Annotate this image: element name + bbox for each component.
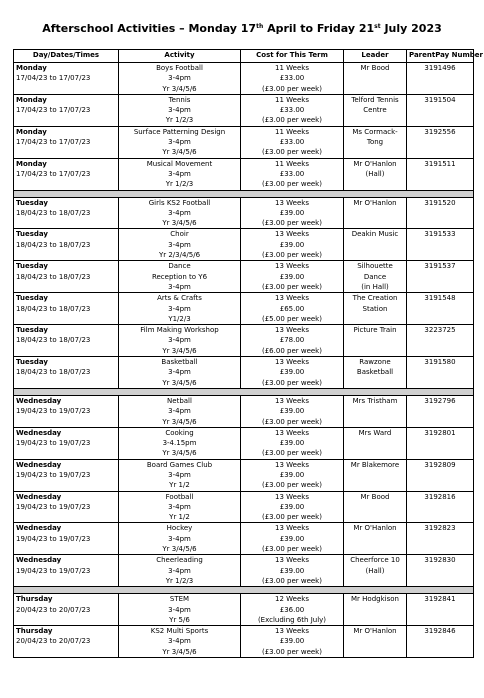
activity-cell [119,63,241,95]
day-name: Thursday [16,595,53,604]
activity-line: Dance [168,262,191,271]
cost-line: £33.00 [279,74,305,83]
day-name: Wednesday [16,396,62,405]
activity-line: Yr 3/4/5/6 [162,545,197,554]
leader-cell [344,63,407,95]
cost-cell [241,491,344,523]
activity-line: Yr 3/4/5/6 [162,84,197,93]
header-leader: Leader [344,50,407,63]
activity-cell [119,94,241,126]
date-range: 18/04/23 to 18/07/23 [16,272,91,281]
table-row [14,459,474,491]
cost-line: (£3.00 per week) [262,647,322,656]
table-row [14,523,474,555]
activity-line: Netball [167,396,192,405]
day-cell [14,293,119,325]
leader-line: Rawzone [359,358,391,367]
date-range: 19/04/23 to 19/07/23 [16,470,91,479]
date-range: 17/04/23 to 17/07/23 [16,169,91,178]
date-range: 19/04/23 to 19/07/23 [16,566,91,575]
activity-line: 3-4pm [168,240,191,249]
leader-line: Mr Bood [360,64,390,72]
parentpay-number: 3191496 [407,63,474,95]
date-range: 19/04/23 to 19/07/23 [16,407,91,416]
table-row [14,626,474,658]
table-row [14,594,474,626]
activity-line: 3-4pm [168,208,191,217]
day-cell [14,325,119,357]
parentpay-number: 3191580 [407,357,474,389]
section-separator [14,388,474,395]
table-row [14,325,474,357]
leader-line: (in Hall) [361,282,389,291]
activity-line: Hockey [166,524,193,533]
activity-cell [119,523,241,555]
leader-cell [344,459,407,491]
cost-line: £39.00 [279,502,305,511]
parentpay-number: 3191520 [407,197,474,229]
activity-line: Yr 1/2 [169,481,190,490]
leader-line: Mr O'Hanlon [353,159,397,168]
day-cell [14,491,119,523]
activity-line: STEM [169,595,190,604]
leader-cell [344,523,407,555]
cost-line: £65.00 [279,304,305,313]
header-parentpay: ParentPay Number [407,50,474,63]
cost-line: (£3.00 per week) [262,576,322,585]
date-range: 17/04/23 to 17/07/23 [16,138,91,147]
parentpay-number: 3192556 [407,126,474,158]
day-cell [14,626,119,658]
leader-line: Mr Hodgkison [351,595,399,604]
leader-line: (Hall) [365,169,385,178]
table-row [14,261,474,293]
activity-line: 3-4pm [168,336,191,345]
parentpay-number: 3191511 [407,158,474,190]
cost-cell [241,594,344,626]
cost-line: 13 Weeks [275,428,309,437]
leader-cell [344,94,407,126]
date-range: 17/04/23 to 17/07/23 [16,106,91,115]
day-cell [14,126,119,158]
leader-cell [344,261,407,293]
table-row [14,427,474,459]
cost-line: (£3.00 per week) [262,180,322,189]
leader-cell [344,594,407,626]
cost-cell [241,158,344,190]
date-range: 19/04/23 to 19/07/23 [16,534,91,543]
leader-cell [344,427,407,459]
leader-line: Telford Tennis [351,95,399,104]
leader-line: Picture Train [353,326,397,335]
header-day: Day/Dates/Times [14,50,119,63]
activity-line: Cooking [165,428,194,437]
leader-line: Mrs Tristham [352,396,398,405]
cost-line: £39.00 [279,439,305,448]
day-cell [14,357,119,389]
day-cell [14,94,119,126]
activity-cell [119,325,241,357]
cost-line: £39.00 [279,240,305,249]
day-name: Wednesday [16,492,62,501]
activity-line: Yr 1/2/3 [165,116,194,125]
cost-cell [241,63,344,95]
activity-cell [119,626,241,658]
cost-line: £39.00 [279,534,305,543]
activity-line: 3-4pm [168,502,191,511]
cost-line: £39.00 [279,637,305,646]
cost-cell [241,555,344,587]
leader-cell [344,395,407,427]
cost-line: (£3.00 per week) [262,545,322,554]
activity-line: Yr 3/4/5/6 [162,346,197,355]
activity-cell [119,555,241,587]
activity-cell [119,459,241,491]
schedule-body [14,63,474,658]
day-cell [14,427,119,459]
activity-line: Yr 1/2/3 [165,180,194,189]
cost-line: £39.00 [279,272,305,281]
day-name: Wednesday [16,428,62,437]
activity-line: Surface Patterning Design [133,127,226,136]
activity-line: Board Games Club [146,460,213,469]
activity-line: Tennis [168,95,191,104]
leader-line: Silhouette [357,262,393,271]
activity-line: 3-4pm [168,637,191,646]
day-cell [14,229,119,261]
cost-line: 13 Weeks [275,262,309,271]
cost-cell [241,395,344,427]
header-activity: Activity [119,50,241,63]
day-name: Tuesday [16,358,48,367]
separator-cell [14,190,474,197]
parentpay-number: 3191533 [407,229,474,261]
leader-cell [344,491,407,523]
cost-line: £39.00 [279,368,305,377]
day-cell [14,261,119,293]
cost-cell [241,261,344,293]
leader-line: Mr Bood [360,492,390,501]
cost-cell [241,523,344,555]
cost-line: £33.00 [279,106,305,115]
activity-line: Film Making Workshop [140,326,219,335]
cost-line: 13 Weeks [275,556,309,565]
activity-line: Choir [170,230,189,239]
activity-line: Y1/2/3 [168,314,191,323]
cost-line: (£3.00 per week) [262,84,322,93]
header-row [14,50,474,63]
table-row [14,158,474,190]
table-row [14,293,474,325]
activity-line: 3-4pm [168,605,191,614]
leader-line: Deakin Music [351,230,399,239]
activity-line: Cheerleading [156,556,203,565]
leader-line: Mrs Ward [358,428,392,437]
day-cell [14,459,119,491]
activity-cell [119,357,241,389]
day-name: Wednesday [16,556,62,565]
day-cell [14,555,119,587]
leader-cell [344,229,407,261]
leader-line: (Hall) [365,566,385,575]
cost-cell [241,126,344,158]
cost-line: 13 Weeks [275,524,309,533]
cost-line: 13 Weeks [275,230,309,239]
day-cell [14,158,119,190]
parentpay-number: 3192816 [407,491,474,523]
leader-cell [344,158,407,190]
activity-line: 3-4pm [168,169,191,178]
cost-line: 11 Weeks [275,64,309,72]
cost-line: £78.00 [279,336,305,345]
day-name: Wednesday [16,460,62,469]
activity-cell [119,491,241,523]
activity-line: Arts & Crafts [157,294,202,303]
day-name: Thursday [16,627,53,636]
activity-line: Yr 3/4/5/6 [162,449,197,458]
cost-cell [241,325,344,357]
parentpay-number: 3192830 [407,555,474,587]
activity-cell [119,594,241,626]
parentpay-number: 3192841 [407,594,474,626]
table-row [14,357,474,389]
day-name: Tuesday [16,294,48,303]
activity-line: 3-4pm [168,407,191,416]
leader-line: Centre [363,106,387,115]
leader-cell [344,197,407,229]
table-row [14,63,474,95]
cost-line: (Excluding 6th July) [257,615,327,624]
cost-line: 12 Weeks [275,595,309,604]
date-range: 17/04/23 to 17/07/23 [16,74,91,83]
section-separator [14,587,474,594]
cost-line: (£6.00 per week) [262,346,322,355]
activity-cell [119,293,241,325]
cost-line: (£3.00 per week) [262,116,322,125]
cost-line: 11 Weeks [275,95,309,104]
leader-line: Tong [366,138,384,147]
table-row [14,555,474,587]
cost-line: 13 Weeks [275,294,309,303]
date-range: 18/04/23 to 18/07/23 [16,304,91,313]
table-row [14,395,474,427]
section-separator [14,190,474,197]
cost-line: 13 Weeks [275,358,309,367]
leader-line: Cheerforce 10 [350,556,400,565]
activity-line: 3-4pm [168,470,191,479]
day-name: Tuesday [16,230,48,239]
activity-line: Yr 1/2 [169,513,190,522]
activity-line: 3-4pm [168,106,191,115]
day-name: Wednesday [16,524,62,533]
cost-line: (£3.00 per week) [262,417,322,426]
date-range: 19/04/23 to 19/07/23 [16,502,91,511]
cost-cell [241,94,344,126]
parentpay-number: 3191548 [407,293,474,325]
date-range: 18/04/23 to 18/07/23 [16,336,91,345]
cost-line: £39.00 [279,208,305,217]
activity-line: Yr 5/6 [169,615,190,624]
activity-line: Football [165,492,194,501]
activity-line: 3-4pm [168,534,191,543]
leader-cell [344,626,407,658]
day-name: Monday [16,159,47,168]
activity-line: Yr 1/2/3 [165,576,194,585]
cost-line: (£3.00 per week) [262,251,322,260]
page-title: Afterschool Activities – Monday 17th April to Friday 21st July 2023 [42,22,442,35]
activity-cell [119,126,241,158]
separator-cell [14,587,474,594]
activity-cell [119,158,241,190]
activity-line: Yr 3/4/5/6 [162,148,197,157]
activity-line: Yr 2/3/4/5/6 [158,251,201,260]
table-row [14,491,474,523]
leader-line: Mr Blakemore [350,460,400,469]
cost-line: 13 Weeks [275,492,309,501]
activity-line: 3-4pm [168,74,191,83]
day-cell [14,197,119,229]
cost-line: (£3.00 per week) [262,449,322,458]
cost-line: £33.00 [279,138,305,147]
cost-line: (£3.00 per week) [262,481,322,490]
leader-line: Basketball [356,368,394,377]
date-range: 18/04/23 to 18/07/23 [16,208,91,217]
cost-line: (£3.00 per week) [262,513,322,522]
activity-line: Basketball [161,358,198,367]
cost-line: (£3.00 per week) [262,219,322,228]
cost-line: (£3.00 per week) [262,148,322,157]
cost-line: (£5.00 per week) [262,314,322,323]
parentpay-number: 3192846 [407,626,474,658]
day-cell [14,523,119,555]
table-row [14,229,474,261]
cost-line: 11 Weeks [275,127,309,136]
activity-line: Yr 3/4/5/6 [162,417,197,426]
cost-line: £33.00 [279,169,305,178]
date-range: 18/04/23 to 18/07/23 [16,368,91,377]
parentpay-number: 3192823 [407,523,474,555]
separator-cell [14,388,474,395]
activity-line: 3-4pm [168,304,191,313]
cost-line: (£3.00 per week) [262,282,322,291]
day-cell [14,395,119,427]
activity-line: 3-4pm [168,138,191,147]
activity-line: 3-4pm [168,368,191,377]
day-name: Tuesday [16,198,48,207]
leader-line: Mr O'Hanlon [353,524,397,533]
activity-line: Girls KS2 Football [148,198,211,207]
cost-line: £39.00 [279,470,305,479]
activity-line: Boys Football [156,64,203,72]
cost-cell [241,293,344,325]
cost-cell [241,626,344,658]
activity-cell [119,197,241,229]
parentpay-number: 3192796 [407,395,474,427]
leader-line: The Creation [352,294,398,303]
cost-line: (£3.00 per week) [262,378,322,387]
activity-line: 3-4pm [168,282,191,291]
leader-line: Mr O'Hanlon [353,627,397,636]
cost-line: £39.00 [279,407,305,416]
activity-cell [119,261,241,293]
cost-line: 13 Weeks [275,627,309,636]
leader-cell [344,293,407,325]
cost-cell [241,427,344,459]
leader-line: Mr O'Hanlon [353,198,397,207]
parentpay-number: 3192801 [407,427,474,459]
activity-cell [119,395,241,427]
cost-cell [241,197,344,229]
activity-line: Musical Movement [146,159,213,168]
header-cost: Cost for This Term [241,50,344,63]
cost-line: 13 Weeks [275,198,309,207]
day-name: Monday [16,127,47,136]
day-cell [14,63,119,95]
activity-line: 3-4.15pm [162,439,197,448]
cost-cell [241,229,344,261]
activity-line: Yr 3/4/5/6 [162,219,197,228]
activity-line: 3-4pm [168,566,191,575]
parentpay-number: 3223725 [407,325,474,357]
leader-cell [344,325,407,357]
parentpay-number: 3191504 [407,94,474,126]
cost-line: 13 Weeks [275,326,309,335]
day-name: Tuesday [16,326,48,335]
activity-cell [119,427,241,459]
table-row [14,126,474,158]
day-name: Tuesday [16,262,48,271]
date-range: 19/04/23 to 19/07/23 [16,439,91,448]
table-row [14,94,474,126]
leader-line: Ms Cormack- [352,127,398,136]
cost-cell [241,357,344,389]
schedule-table [13,49,483,658]
leader-cell [344,357,407,389]
day-cell [14,594,119,626]
leader-cell [344,126,407,158]
date-range: 18/04/23 to 18/07/23 [16,240,91,249]
cost-line: 13 Weeks [275,396,309,405]
date-range: 20/04/23 to 20/07/23 [16,605,91,614]
cost-line: £36.00 [279,605,305,614]
table-row [14,197,474,229]
activity-line: KS2 Multi Sports [150,627,209,636]
date-range: 20/04/23 to 20/07/23 [16,637,91,646]
activity-line: Yr 3/4/5/6 [162,647,197,656]
leader-line: Dance [363,272,387,281]
leader-line: Station [362,304,388,313]
parentpay-number: 3191537 [407,261,474,293]
activity-cell [119,229,241,261]
cost-cell [241,459,344,491]
day-name: Monday [16,64,47,72]
activity-line: Reception to Y6 [151,272,208,281]
parentpay-number: 3192809 [407,459,474,491]
cost-line: 13 Weeks [275,460,309,469]
activity-line: Yr 3/4/5/6 [162,378,197,387]
day-name: Monday [16,95,47,104]
leader-cell [344,555,407,587]
cost-line: £39.00 [279,566,305,575]
cost-line: 11 Weeks [275,159,309,168]
